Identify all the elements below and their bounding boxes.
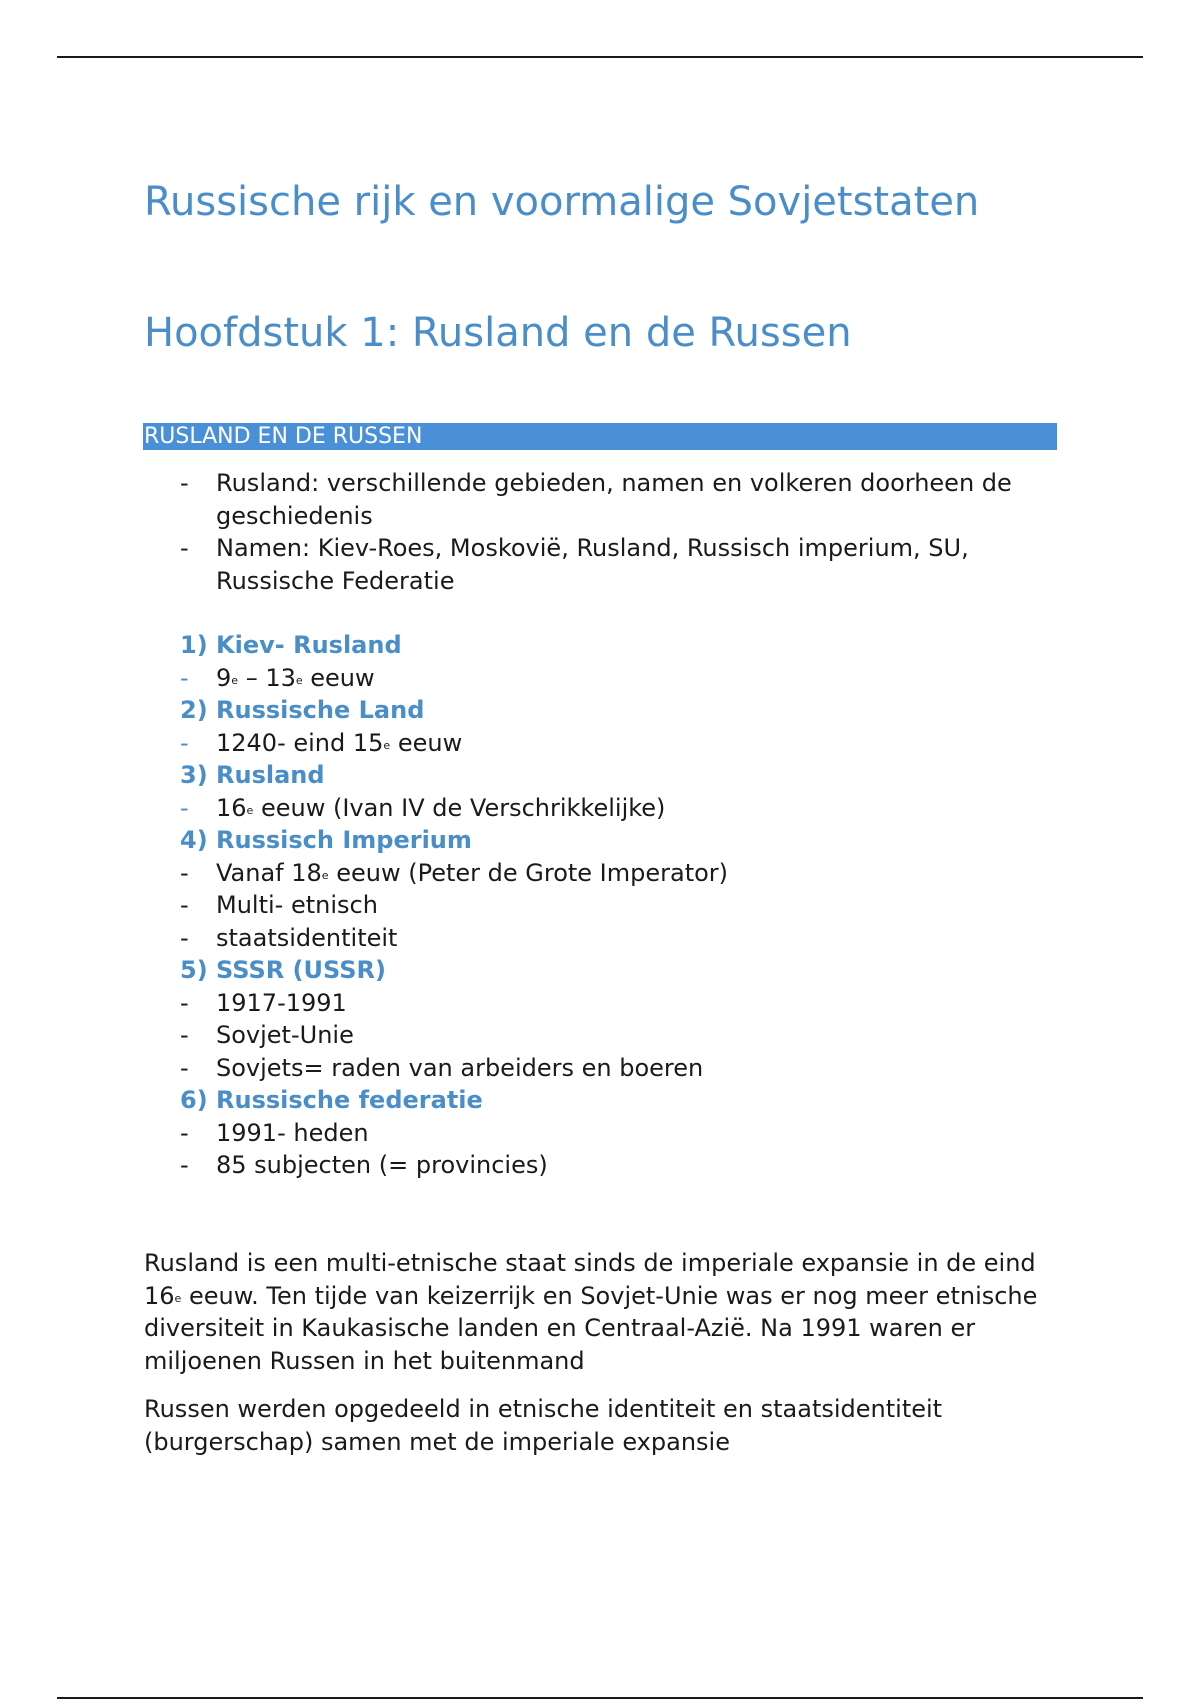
- bullet-dash: -: [180, 793, 189, 822]
- bullet-dash: -: [180, 1118, 189, 1147]
- list-item-text: eeuw: [390, 728, 463, 757]
- paragraph-identity: Russen werden opgedeeld in etnische identiteit en staatsidentiteit (burgerschap) samen met de imperiale expansie: [144, 1395, 943, 1456]
- period-item-list: [144, 792, 1064, 825]
- paragraph-text: Rusland is een multi-etnische staat sinds de imperiale expansie in de eind 16: [144, 1249, 1036, 1310]
- list-item-text: eeuw (Ivan IV de Verschrikkelijke): [253, 793, 666, 822]
- period-item-list: [144, 662, 1064, 695]
- superscript: e: [383, 738, 391, 752]
- list-item: [144, 1117, 1064, 1150]
- paragraph-text: eeuw. Ten tijde van keizerrijk en Sovjet-Unie was er nog meer etnische diversiteit in Kaukasische landen en Centraal-Azië. Na 1991 waren er miljoenen Russen in het buitenmand: [144, 1281, 1038, 1375]
- list-item-text: 16: [216, 793, 247, 822]
- superscript: e: [321, 868, 329, 882]
- bullet-dash: -: [180, 663, 189, 692]
- period-item-list: [144, 1117, 1064, 1182]
- list-item-text: 85 subjecten (= provincies): [216, 1151, 548, 1179]
- superscript: e: [295, 673, 303, 687]
- list-item-text: 9: [216, 663, 232, 692]
- period-heading: 5) SSSR (USSR): [180, 956, 386, 984]
- periods-list: [144, 629, 1064, 1182]
- list-item: [144, 857, 1064, 890]
- list-item-text: Rusland: verschillende gebieden, namen en volkeren doorheen de geschiedenis: [216, 469, 1012, 530]
- bullet-dash: -: [180, 891, 189, 919]
- period-heading: 3) Rusland: [180, 761, 325, 789]
- period-heading: 2) Russische Land: [180, 696, 425, 724]
- paragraph-multi-ethnic: [144, 1247, 1064, 1377]
- bullet-dash: -: [180, 534, 189, 562]
- bottom-rule: [57, 1697, 1143, 1699]
- list-item: [144, 1149, 1064, 1182]
- list-item-text: Namen: Kiev-Roes, Moskovië, Rusland, Russisch imperium, SU, Russische Federatie: [216, 534, 969, 595]
- bullet-dash: -: [180, 1053, 189, 1082]
- list-item-text: 1917-1991: [216, 988, 347, 1017]
- bullet-dash: -: [180, 988, 189, 1017]
- list-item: [144, 889, 1064, 922]
- superscript: e: [174, 1291, 182, 1305]
- document-title: Russische rijk en voormalige Sovjetstaten: [144, 179, 980, 225]
- list-item-text: 1240- eind 15: [216, 728, 384, 757]
- period-heading: 4) Russisch Imperium: [180, 826, 472, 854]
- section-header: RUSLAND EN DE RUSSEN: [143, 423, 1057, 450]
- top-rule: [57, 56, 1143, 58]
- list-item-text: Sovjets= raden van arbeiders en boeren: [216, 1053, 704, 1082]
- list-item-text: eeuw (Peter de Grote Imperator): [328, 858, 729, 887]
- bullet-dash: -: [180, 1151, 189, 1179]
- superscript: e: [231, 673, 239, 687]
- superscript: e: [246, 803, 254, 817]
- list-item: [144, 467, 1064, 532]
- list-item: [144, 792, 1064, 825]
- list-item: [144, 532, 1064, 597]
- period-item-list: [144, 857, 1064, 955]
- list-item: [144, 662, 1064, 695]
- list-item-text: Sovjet-Unie: [216, 1021, 354, 1049]
- bullet-dash: -: [180, 469, 189, 497]
- bullet-dash: -: [180, 923, 189, 952]
- list-item-text: Vanaf 18: [216, 858, 322, 887]
- list-item: [144, 987, 1064, 1020]
- bullet-dash: -: [180, 728, 189, 757]
- period-heading: 6) Russische federatie: [180, 1086, 483, 1114]
- list-item-text: Multi- etnisch: [216, 891, 378, 919]
- list-item-text: 1991- heden: [216, 1118, 369, 1147]
- bullet-dash: -: [180, 1021, 189, 1049]
- list-item: [144, 922, 1064, 955]
- period-item-list: [144, 987, 1064, 1085]
- period-item-list: [144, 727, 1064, 760]
- chapter-title: Hoofdstuk 1: Rusland en de Russen: [144, 310, 852, 356]
- list-item: [144, 727, 1064, 760]
- list-item-text: eeuw: [302, 663, 375, 692]
- intro-bullet-list: [144, 467, 1064, 597]
- list-item: [144, 1019, 1064, 1052]
- list-item: [144, 1052, 1064, 1085]
- list-item-text: staatsidentiteit: [216, 923, 398, 952]
- period-heading: 1) Kiev- Rusland: [180, 631, 402, 659]
- bullet-dash: -: [180, 858, 189, 887]
- list-item-text: – 13: [238, 663, 296, 692]
